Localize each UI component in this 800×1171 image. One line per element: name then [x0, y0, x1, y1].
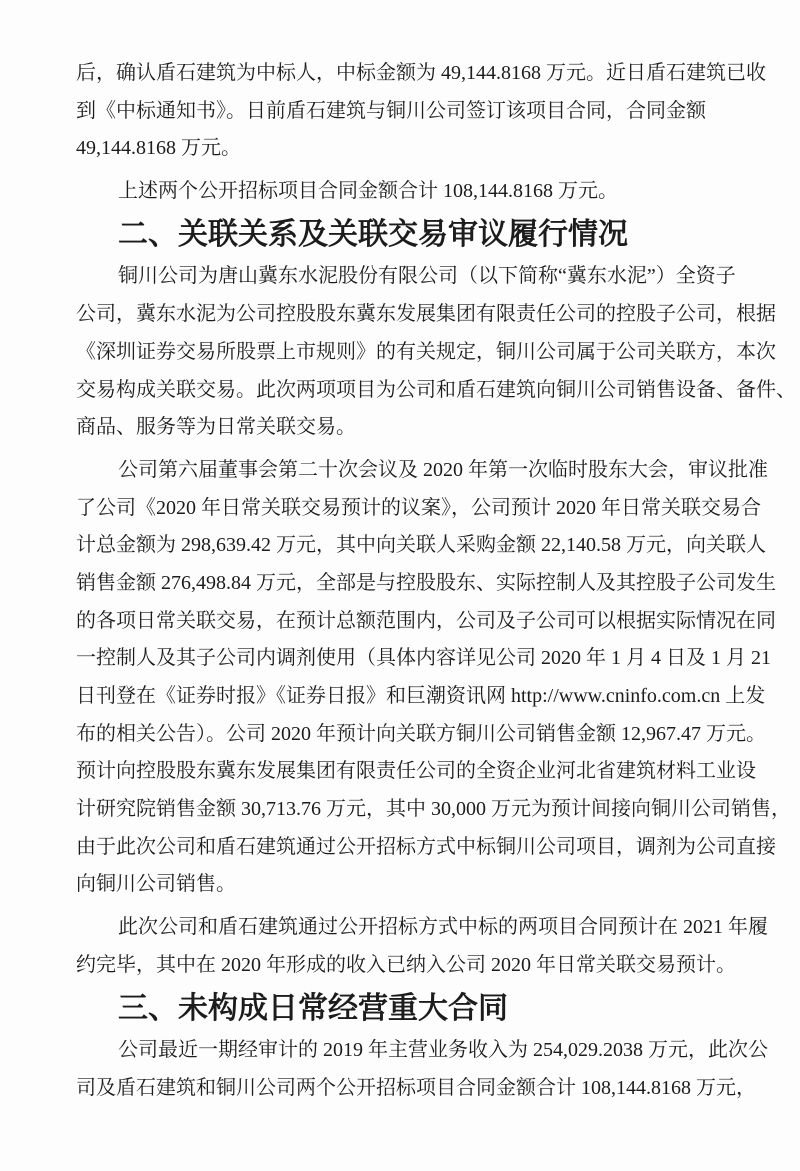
- text-line: 后，确认盾石建筑为中标人，中标金额为 49,144.8168 万元。近日盾石建筑已收: [76, 62, 766, 84]
- section-heading-text: 三、未构成日常经营重大合同: [118, 991, 508, 1025]
- section-heading: [76, 216, 728, 254]
- text-line: 公司第六届董事会第二十次会议及 2020 年第一次临时股东大会，审议批准: [118, 458, 768, 481]
- paragraph: [76, 1032, 768, 1107]
- text-line: 计总金额为 298,639.42 万元，其中向关联人采购金额 22,140.58 万元，向关联人: [76, 534, 766, 557]
- text-line: 了公司《2020 年日常关联交易预计的议案》，公司预计 2020 年日常关联交易合: [76, 496, 761, 519]
- text-line: 铜川公司为唐山冀东水泥股份有限公司（以下简称“冀东水泥”）全资子: [118, 265, 736, 288]
- text-line: 交易构成关联交易。此次两项项目为公司和盾石建筑向铜川公司销售设备、备件、: [76, 378, 796, 401]
- text-line: 向铜川公司销售。: [76, 873, 236, 896]
- text-line: 公司最近一期经审计的 2019 年主营业务收入为 254,029.2038 万元，此次公: [118, 1039, 768, 1062]
- text-line: 的各项日常关联交易，在预计总额范围内，公司及子公司可以根据实际情况在同: [76, 609, 776, 632]
- text-line: 约完毕，其中在 2020 年形成的收入已纳入公司 2020 年日常关联交易预计。: [76, 953, 736, 976]
- text-line: 上述两个公开招标项目合同金额合计 108,144.8168 万元。: [118, 180, 618, 203]
- paragraph: [76, 258, 796, 446]
- text-line: 布的相关公告）。公司 2020 年预计向关联方铜川公司销售金额 12,967.47 万元。: [76, 722, 766, 745]
- text-line: 49,144.8168 万元。: [76, 137, 241, 160]
- text-line: 到《中标通知书》。日前盾石建筑与铜川公司签订该项目合同，合同金额: [76, 99, 706, 122]
- text-line: 预计向控股股东冀东发展集团有限责任公司的全资企业河北省建筑材料工业设: [76, 760, 756, 783]
- section-heading: [76, 990, 728, 1028]
- document-content: [76, 55, 796, 1108]
- paragraph: [76, 173, 728, 211]
- section-heading-text: 二、关联关系及关联交易审议履行情况: [118, 217, 628, 251]
- text-line: 销售金额 276,498.84 万元，全部是与控股股东、实际控制人及其控股子公司发生: [76, 571, 776, 594]
- text-line: 商品、服务等为日常关联交易。: [76, 416, 356, 439]
- text-line: 日刊登在《证券时报》《证券日报》和巨潮资讯网 http://www.cninfo.com.cn 上发: [76, 685, 766, 707]
- paragraph: [76, 452, 791, 904]
- text-line: 计研究院销售金额 30,713.76 万元，其中 30,000 万元为预计间接向铜川公司销售，: [76, 798, 791, 821]
- text-line: 公司，冀东水泥为公司控股股东冀东发展集团有限责任公司的控股子公司，根据: [76, 303, 776, 326]
- text-line: 由于此次公司和盾石建筑通过公开招标方式中标铜川公司项目，调剂为公司直接: [76, 835, 776, 858]
- paragraph-continuation: [76, 55, 766, 168]
- text-line: 一控制人及其子公司内调剂使用（具体内容详见公司 2020 年 1 月 4 日及 1 月 21: [76, 647, 771, 670]
- text-line: 此次公司和盾石建筑通过公开招标方式中标的两项目合同预计在 2021 年履: [118, 916, 768, 939]
- paragraph: [76, 909, 768, 984]
- text-line: 司及盾石建筑和铜川公司两个公开招标项目合同金额合计 108,144.8168 万元，: [76, 1076, 756, 1099]
- text-line: 《深圳证券交易所股票上市规则》的有关规定，铜川公司属于公司关联方，本次: [76, 340, 776, 363]
